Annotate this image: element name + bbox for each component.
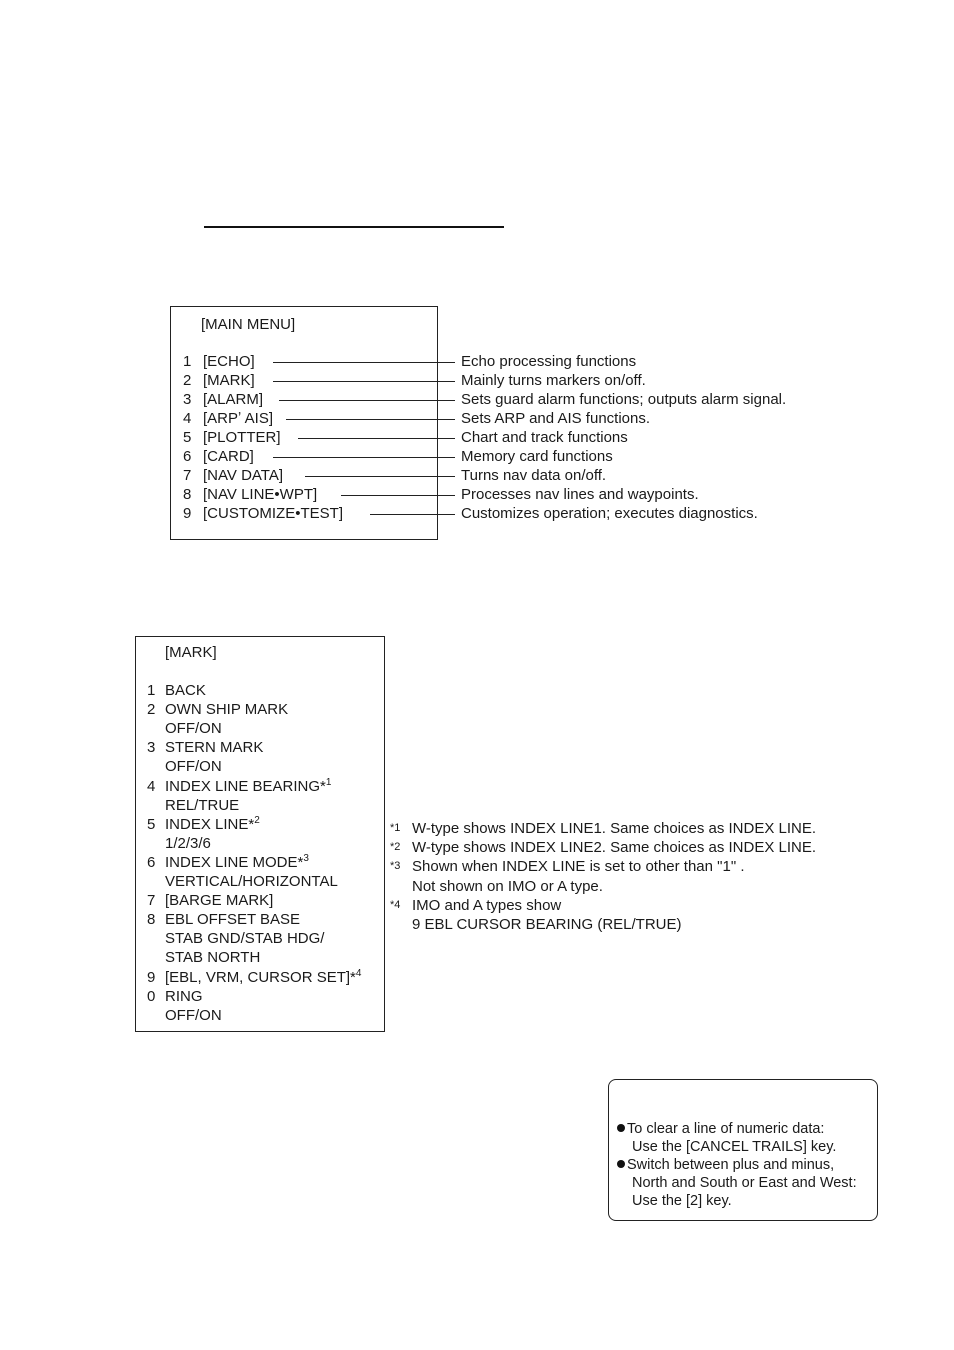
mark-menu-item-text — [165, 777, 331, 796]
mark-menu-item-label: INDEX LINE* — [165, 815, 255, 833]
main-menu-item-label: [CUSTOMIZE•TEST] — [203, 505, 343, 522]
mark-menu-item-label: OWN SHIP MARK — [165, 701, 289, 719]
footnote-text: Not shown on IMO or A type. — [412, 877, 603, 895]
mark-menu-item-text — [165, 681, 206, 700]
connector-line — [341, 495, 455, 496]
main-menu-item-number: 3 — [183, 391, 192, 408]
footnote-reference: 4 — [355, 967, 362, 979]
footnote-reference: 2 — [254, 814, 260, 826]
main-menu-item-number: 9 — [183, 505, 192, 522]
main-menu-item-number: 4 — [183, 410, 192, 427]
main-menu-item-description: Customizes operation; executes diagnostics. — [461, 505, 758, 522]
mark-menu-item-label: INDEX LINE MODE* — [165, 853, 304, 871]
tip-2-line-3: Use the [2] key. — [632, 1193, 732, 1209]
mark-menu-item-label: STAB NORTH — [165, 949, 261, 967]
footnote-reference: 1 — [325, 776, 332, 788]
main-menu-item-number: 6 — [183, 448, 192, 465]
mark-menu-item-label: 1/2/3/6 — [165, 834, 211, 852]
mark-menu-item-number: 3 — [147, 739, 156, 757]
mark-menu-item-number: 0 — [147, 987, 156, 1005]
footnote-marker: *2 — [390, 841, 401, 854]
mark-menu-item-text — [165, 968, 361, 987]
mark-menu-item-text — [165, 987, 203, 1006]
mark-menu-item-label: STAB GND/STAB HDG/ — [165, 930, 325, 948]
main-menu-item-label: [PLOTTER] — [203, 429, 281, 446]
mark-menu-item-label: OFF/ON — [165, 758, 222, 776]
main-menu-title: [MAIN MENU] — [201, 316, 296, 333]
main-menu-item-label: [NAV LINE•WPT] — [203, 486, 318, 503]
mark-menu-item-label: OFF/ON — [165, 1006, 222, 1024]
footnote-text: 9 EBL CURSOR BEARING (REL/TRUE) — [412, 916, 682, 933]
main-menu-item-description: Chart and track functions — [461, 429, 628, 446]
footnote-marker: *3 — [390, 860, 401, 873]
mark-menu-item-text — [165, 929, 324, 948]
connector-line — [305, 476, 455, 477]
mark-menu-item-label: REL/TRUE — [165, 796, 240, 814]
footnote-reference: 3 — [303, 852, 309, 864]
mark-menu-item-text — [165, 1006, 222, 1025]
footnote-text: Shown when INDEX LINE is set to other than "1" . — [412, 858, 745, 876]
mark-menu-item-text — [165, 815, 260, 834]
mark-menu-item-label: EBL OFFSET BASE — [165, 911, 301, 929]
mark-menu-item-label: RING — [165, 987, 203, 1005]
main-menu-item-number: 5 — [183, 429, 192, 446]
connector-line — [279, 400, 455, 401]
main-menu-item-label: [CARD] — [203, 448, 254, 465]
mark-menu-item-number: 8 — [147, 911, 156, 929]
mark-menu-item-text — [165, 757, 222, 776]
bullet-icon — [617, 1124, 625, 1132]
footnote-text: W-type shows INDEX LINE1. Same choices as INDEX LINE. — [412, 820, 817, 837]
main-menu-item-label: [MARK] — [203, 372, 255, 389]
tip-1-line-2: Use the [CANCEL TRAILS] key. — [632, 1139, 837, 1155]
mark-menu-item-label: [BARGE MARK] — [165, 892, 274, 910]
footnote-text: W-type shows INDEX LINE2. Same choices as INDEX LINE. — [412, 839, 817, 857]
mark-menu-title: [MARK] — [165, 644, 217, 661]
mark-menu-item-text — [165, 891, 273, 910]
main-menu-item-number: 7 — [183, 467, 192, 484]
main-menu-item-label: [ECHO] — [203, 353, 255, 370]
footnote-marker: *4 — [390, 898, 401, 911]
main-menu-item-description: Echo processing functions — [461, 353, 637, 370]
footnote-marker: *1 — [390, 822, 401, 834]
mark-menu-item-number: 2 — [147, 701, 156, 719]
mark-menu-item-label: VERTICAL/HORIZONTAL — [165, 873, 338, 890]
mark-menu-item-number: 1 — [147, 682, 156, 699]
main-menu-item-number: 2 — [183, 372, 192, 389]
mark-menu-item-text — [165, 738, 263, 757]
heading-underline — [204, 226, 504, 228]
mark-menu-item-text — [165, 796, 239, 815]
main-menu-item-description: Turns nav data on/off. — [461, 467, 607, 484]
mark-menu-item-label: [EBL, VRM, CURSOR SET]* — [165, 968, 356, 986]
main-menu-item-description: Sets ARP and AIS functions. — [461, 410, 651, 427]
mark-menu-item-number: 4 — [147, 777, 156, 795]
mark-menu-item-number: 5 — [147, 815, 156, 833]
main-menu-item-description: Mainly turns markers on/off. — [461, 372, 646, 389]
connector-line — [298, 438, 455, 439]
connector-line — [273, 457, 455, 458]
mark-menu-item-text — [165, 719, 222, 738]
connector-line — [370, 514, 455, 515]
footnote-text: IMO and A types show — [412, 896, 562, 914]
main-menu-item-description: Memory card functions — [461, 448, 613, 465]
mark-menu-item-number: 6 — [147, 853, 156, 871]
bullet-icon — [617, 1160, 625, 1168]
mark-menu-item-number: 9 — [147, 968, 156, 986]
tip-2-line-2: North and South or East and West: — [632, 1175, 857, 1191]
connector-line — [273, 362, 455, 363]
tip-2-line-1: Switch between plus and minus, — [617, 1156, 834, 1174]
mark-menu-item-label: BACK — [165, 682, 206, 699]
mark-menu-item-text — [165, 700, 288, 719]
mark-menu-item-text — [165, 853, 309, 872]
mark-menu-item-label: OFF/ON — [165, 720, 222, 738]
mark-menu-item-text — [165, 948, 260, 967]
tip-1-line-1: To clear a line of numeric data: — [617, 1120, 824, 1138]
connector-line — [286, 419, 455, 420]
mark-menu-item-number: 7 — [147, 892, 156, 910]
mark-menu-item-text — [165, 872, 338, 891]
main-menu-item-label: [NAV DATA] — [203, 467, 284, 484]
mark-menu-item-label: INDEX LINE BEARING* — [165, 777, 326, 795]
main-menu-item-description: Sets guard alarm functions; outputs alarm signal. — [461, 391, 787, 408]
main-menu-item-label: [ALARM] — [203, 391, 264, 408]
mark-menu-item-text — [165, 834, 211, 853]
mark-menu-item-text — [165, 910, 300, 929]
main-menu-item-number: 1 — [183, 353, 192, 370]
main-menu-item-label: [ARPʼ AIS] — [203, 410, 274, 427]
main-menu-item-description: Processes nav lines and waypoints. — [461, 486, 699, 503]
mark-menu-item-label: STERN MARK — [165, 739, 264, 757]
connector-line — [273, 381, 455, 382]
main-menu-item-number: 8 — [183, 486, 192, 503]
